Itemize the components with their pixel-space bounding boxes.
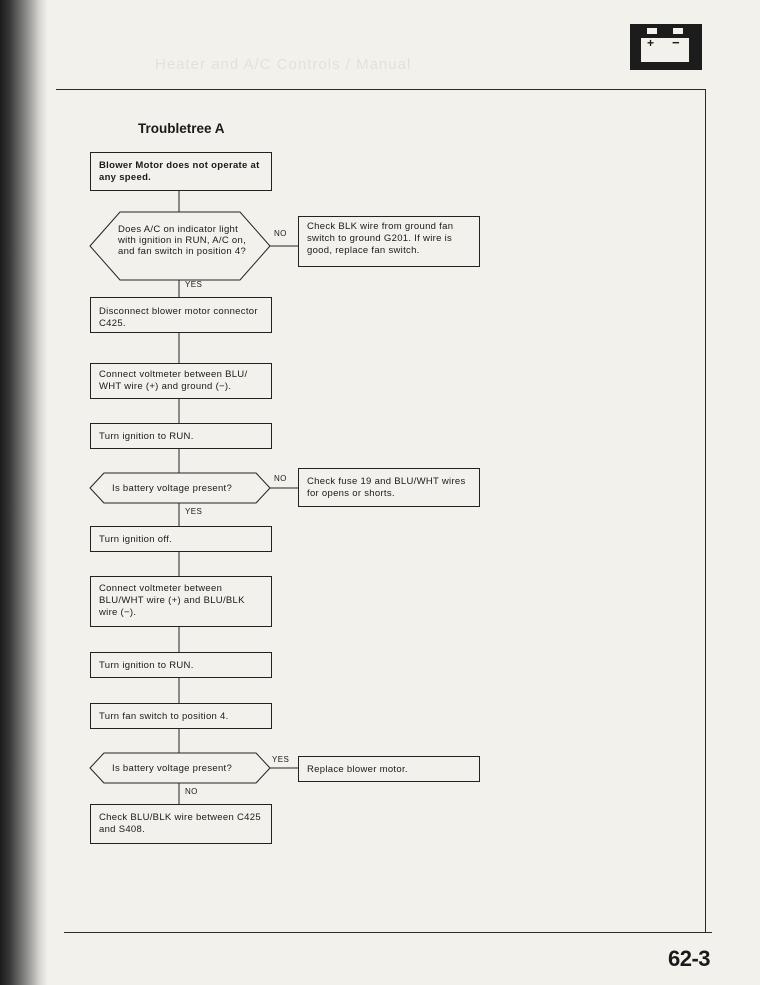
step-3-text: Turn ignition to RUN.: [99, 431, 194, 442]
decision-1-text: Does A/C on indicator light with ignition in RUN, A/C on, and fan switch in position 4?: [118, 224, 247, 257]
step-2-text: Connect voltmeter between BLU/ WHT wire (+) and ground (−).: [99, 369, 248, 392]
decision-2-no-box: [298, 468, 480, 507]
step-6-box: [90, 652, 272, 678]
decision-3-yes-box: [298, 756, 480, 782]
step-6-text: Turn ignition to RUN.: [99, 660, 194, 671]
decision-2-no-label: NO: [274, 474, 287, 483]
decision-1-no-label: NO: [274, 229, 287, 238]
decision-1-no-box: [298, 216, 480, 267]
page-number: 62-3: [668, 946, 711, 971]
step-7-text: Turn fan switch to position 4.: [99, 711, 229, 722]
start-box: [90, 152, 272, 191]
step-3-box: [90, 423, 272, 449]
decision-3-no-text: Check BLU/BLK wire between C425 and S408.: [99, 812, 261, 835]
decision-1-no-text: Check BLK wire from ground fan switch to ground G201. If wire is good, replace fan switch.: [307, 221, 454, 256]
decision-3-yes-label: YES: [272, 755, 290, 764]
battery-minus-sign: −: [672, 35, 680, 50]
bleed-through-header: Heater and A/C Controls / Manual: [155, 56, 412, 73]
step-4-text: Turn ignition off.: [99, 534, 172, 545]
decision-3-yes-text: Replace blower motor.: [307, 764, 408, 775]
decision-2-no-text: Check fuse 19 and BLU/WHT wires for opens or shorts.: [307, 476, 466, 499]
decision-2-text: Is battery voltage present?: [112, 483, 233, 494]
decision-2-yes-label: YES: [185, 507, 203, 516]
decision-3-no-label: NO: [185, 787, 198, 796]
decision-3-text: Is battery voltage present?: [112, 763, 233, 774]
step-1-box: [90, 297, 272, 333]
troubletree-title: Troubletree A: [138, 121, 225, 136]
step-7-box: [90, 703, 272, 729]
step-5-text: Connect voltmeter between BLU/WHT wire (+) and BLU/BLK wire (−).: [99, 583, 245, 618]
start-text: Blower Motor does not operate at any speed.: [99, 160, 260, 183]
step-4-box: [90, 526, 272, 552]
step-1-text: Disconnect blower motor connector C425.: [99, 306, 258, 329]
decision-3-no-box: [90, 804, 272, 844]
step-5-box: [90, 576, 272, 627]
decision-1-yes-label: YES: [185, 280, 203, 289]
step-2-box: [90, 363, 272, 399]
battery-plus-sign: +: [647, 36, 655, 50]
